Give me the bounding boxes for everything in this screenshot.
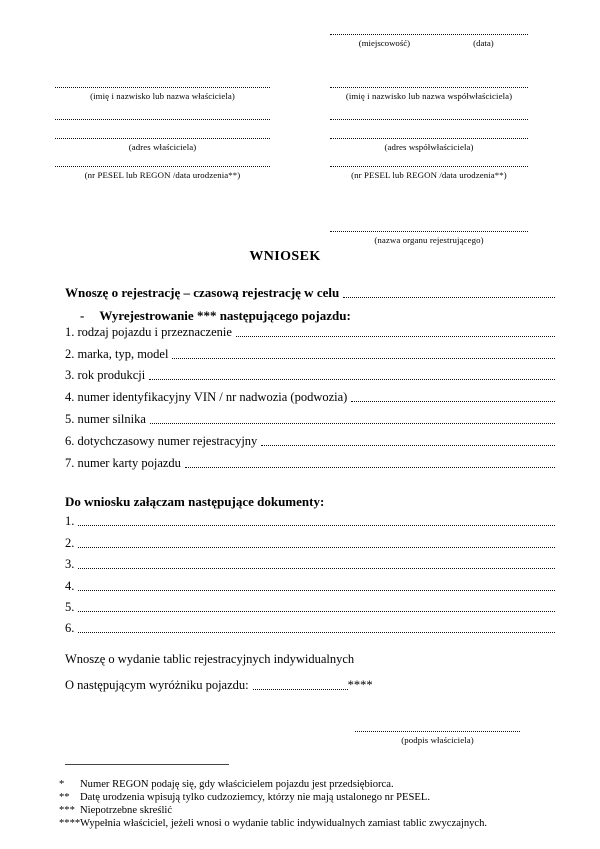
vehicle-field-label: 4. numer identyfikacyjny VIN / nr nadwozia (podwozia) bbox=[65, 390, 348, 405]
owner-name-label: (imię i nazwisko lub nazwa właściciela) bbox=[90, 91, 235, 101]
footnote-marker: **** bbox=[59, 818, 81, 829]
vehicle-make-field[interactable] bbox=[172, 358, 555, 359]
authority-label: (nazwa organu rejestrującego) bbox=[374, 235, 484, 245]
document-number: 5. bbox=[65, 599, 75, 614]
footnote-divider bbox=[65, 764, 229, 765]
footnote bbox=[59, 817, 568, 830]
document-number: 6. bbox=[65, 621, 75, 636]
document-row bbox=[65, 551, 555, 572]
vehicle-field-label: 6. dotychczasowy numer rejestracyjny bbox=[65, 433, 258, 448]
co-owner-id-field[interactable] bbox=[330, 166, 528, 167]
owner-id-field[interactable] bbox=[55, 166, 270, 167]
vehicle-fields-list bbox=[65, 318, 555, 471]
vehicle-current-plate-field[interactable] bbox=[261, 445, 555, 446]
signature-label: (podpis właściciela) bbox=[401, 735, 474, 745]
footnote-text: Numer REGON podaję się, gdy właścicielem pojazdu jest przedsiębiorca. bbox=[80, 779, 394, 790]
document-3-field[interactable] bbox=[78, 568, 555, 569]
vehicle-type-field[interactable] bbox=[236, 336, 555, 337]
document-number: 1. bbox=[65, 514, 75, 529]
document-2-field[interactable] bbox=[78, 547, 555, 548]
footnote-marker: ** bbox=[59, 792, 70, 803]
vehicle-vin-field[interactable] bbox=[351, 401, 555, 402]
vehicle-field-row bbox=[65, 449, 555, 471]
document-row bbox=[65, 508, 555, 529]
plates-distinguisher-label: O następującym wyróżniku pojazdu: bbox=[65, 678, 249, 692]
footnote-marker: * bbox=[59, 779, 65, 790]
vehicle-field-row bbox=[65, 405, 555, 427]
date-label: (data) bbox=[473, 38, 494, 48]
document-1-field[interactable] bbox=[78, 525, 555, 526]
owner-id-label: (nr PESEL lub REGON /data urodzenia**) bbox=[84, 170, 241, 180]
plates-footnote-suffix: **** bbox=[347, 678, 373, 692]
vehicle-field-row bbox=[65, 383, 555, 405]
co-owner-address-field-line2[interactable] bbox=[330, 138, 528, 139]
place-label: (miejscowość) bbox=[358, 38, 411, 48]
deregistration-label: Wyrejestrowanie *** następującego pojazdu: bbox=[99, 308, 351, 323]
place-date-field[interactable] bbox=[330, 34, 528, 35]
signature-field[interactable] bbox=[355, 731, 520, 732]
footnote-text: Niepotrzebne skreślić bbox=[80, 805, 173, 816]
owner-address-label: (adres właściciela) bbox=[128, 142, 197, 152]
footnote bbox=[59, 804, 568, 817]
vehicle-card-number-field[interactable] bbox=[185, 467, 555, 468]
document-row bbox=[65, 615, 555, 636]
document-number: 2. bbox=[65, 535, 75, 550]
vehicle-field-label: 1. rodzaj pojazdu i przeznaczenie bbox=[65, 324, 232, 339]
form-title: WNIOSEK bbox=[249, 249, 321, 264]
authority-field[interactable] bbox=[330, 231, 528, 232]
footnote-text: Wypełnia właściciel, jeżeli wnosi o wydanie tablic indywidualnych zamiast tablic zwyczajnych. bbox=[80, 818, 488, 829]
footnote-marker: *** bbox=[59, 805, 75, 816]
request-purpose-field[interactable] bbox=[343, 297, 555, 298]
documents-heading: Do wniosku załączam następujące dokumenty: bbox=[65, 494, 325, 509]
request-row bbox=[65, 285, 555, 301]
vehicle-year-field[interactable] bbox=[149, 379, 555, 380]
vehicle-field-label: 7. numer karty pojazdu bbox=[65, 455, 181, 470]
bullet-dash: - bbox=[80, 308, 85, 323]
plates-request-line1: Wnoszę o wydanie tablic rejestracyjnych indywidualnych bbox=[65, 652, 355, 666]
footnote bbox=[59, 791, 568, 804]
documents-list bbox=[65, 508, 555, 636]
co-owner-address-field-line1[interactable] bbox=[330, 119, 528, 120]
vehicle-field-row bbox=[65, 340, 555, 362]
owner-address-field-line2[interactable] bbox=[55, 138, 270, 139]
request-label: Wnoszę o rejestrację – czasową rejestrację w celu bbox=[65, 285, 340, 300]
owner-name-field[interactable] bbox=[55, 87, 270, 88]
footnote bbox=[59, 778, 568, 791]
document-row bbox=[65, 594, 555, 615]
vehicle-field-row bbox=[65, 427, 555, 449]
plates-request-line2 bbox=[65, 678, 385, 693]
vehicle-engine-number-field[interactable] bbox=[150, 423, 555, 424]
footnote-text: Datę urodzenia wpisują tylko cudzoziemcy, którzy nie mają ustalonego nr PESEL. bbox=[80, 792, 430, 803]
co-owner-address-label: (adres współwłaściciela) bbox=[384, 142, 474, 152]
vehicle-field-row bbox=[65, 362, 555, 384]
vehicle-field-label: 3. rok produkcji bbox=[65, 368, 146, 383]
vehicle-field-label: 2. marka, typ, model bbox=[65, 346, 169, 361]
vehicle-field-row bbox=[65, 318, 555, 340]
plates-distinguisher-field[interactable] bbox=[253, 689, 348, 690]
document-4-field[interactable] bbox=[78, 590, 555, 591]
owner-address-field-line1[interactable] bbox=[55, 119, 270, 120]
document-row bbox=[65, 529, 555, 550]
document-5-field[interactable] bbox=[78, 611, 555, 612]
document-6-field[interactable] bbox=[78, 632, 555, 633]
co-owner-name-field[interactable] bbox=[330, 87, 528, 88]
place-date-labels bbox=[330, 38, 528, 48]
footnotes bbox=[59, 778, 568, 830]
co-owner-name-label: (imię i nazwisko lub nazwa współwłaściciela) bbox=[345, 91, 513, 101]
document-row bbox=[65, 572, 555, 593]
document-number: 3. bbox=[65, 557, 75, 572]
co-owner-id-label: (nr PESEL lub REGON /data urodzenia**) bbox=[351, 170, 507, 180]
vehicle-field-label: 5. numer silnika bbox=[65, 411, 146, 426]
document-number: 4. bbox=[65, 578, 75, 593]
